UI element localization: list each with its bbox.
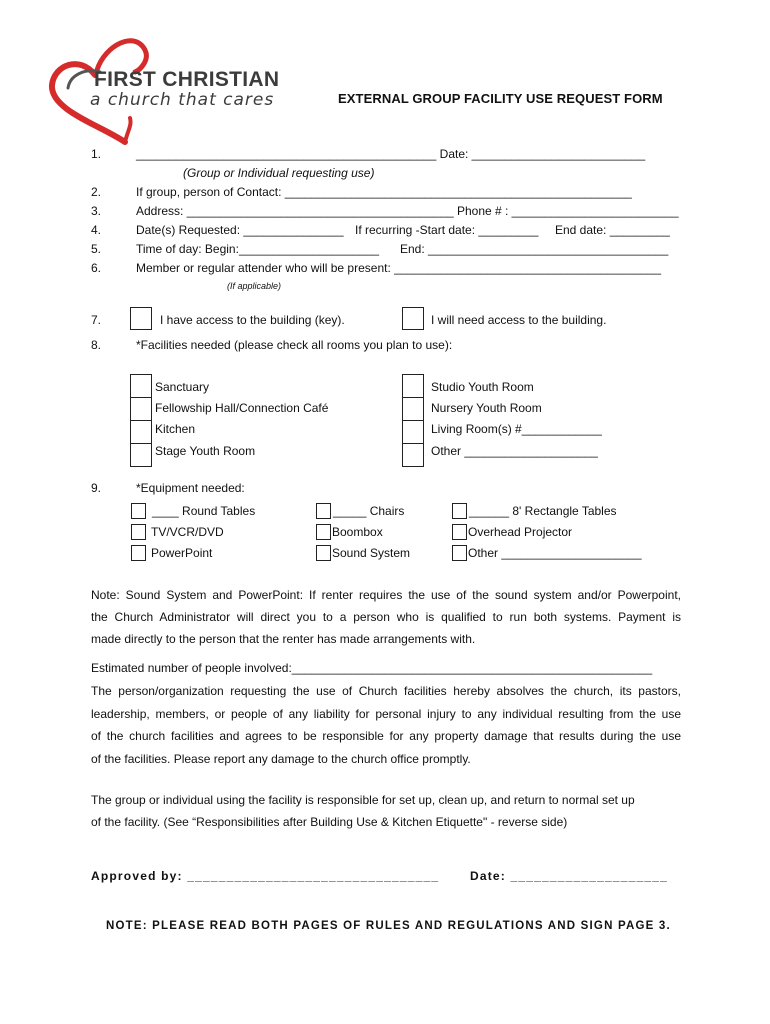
equipment-label-other[interactable]: Other _____________________ [468, 546, 642, 560]
responsibility-line-1: The group or individual using the facility is responsible for set up, clean up, and return to normal set up [91, 793, 635, 807]
item-number-2: 2. [91, 185, 102, 199]
facility-label-living-room[interactable]: Living Room(s) #____________ [431, 422, 602, 436]
liability-line-3: of the church facilities and agrees to be responsible for any property damage that results during the use [91, 729, 681, 744]
member-caption: (If applicable) [227, 281, 282, 291]
logo-tagline: a church that cares [90, 90, 275, 110]
note-line-1: Note: Sound System and PowerPoint: If renter requires the use of the sound system and/or Powerpoint, [91, 588, 681, 602]
responsibility-paragraph [91, 789, 681, 833]
note-line-2: the Church Administrator will direct you to a person who is qualified to run both systems. Payment is [91, 610, 681, 624]
equipment-checkbox-powerpoint[interactable] [131, 545, 146, 561]
item-number-6: 6. [91, 261, 102, 275]
equipment-label-tv-vcr-dvd: TV/VCR/DVD [151, 525, 224, 539]
estimated-people-field[interactable]: Estimated number of people involved:______________________________________________________ [91, 661, 653, 675]
facility-checkbox-studio-youth-room[interactable] [402, 374, 424, 398]
equipment-checkbox-rectangle-tables[interactable] [452, 503, 467, 519]
item-number-4: 4. [91, 223, 102, 237]
item-number-3: 3. [91, 204, 102, 218]
address-phone-field[interactable]: Address: ________________________________________ Phone # : _________________________ [136, 204, 679, 218]
equipment-label-sound-system: Sound System [332, 546, 411, 560]
equipment-checkbox-sound-system[interactable] [316, 545, 331, 561]
facility-label-fellowship-hall: Fellowship Hall/Connection Café [155, 401, 329, 415]
liability-line-4: of the facilities. Please report any damage to the church office promptly. [91, 752, 471, 767]
member-present-field[interactable]: Member or regular attender who will be present: ________________________________________ [136, 261, 662, 275]
item-number-9: 9. [91, 481, 102, 495]
facility-checkbox-fellowship-hall[interactable] [130, 397, 152, 421]
recurring-start-date-field[interactable]: If recurring -Start date: _________ [355, 223, 539, 237]
item-number-1: 1. [91, 147, 102, 161]
group-name-caption: (Group or Individual requesting use) [183, 166, 375, 180]
equipment-label-powerpoint: PowerPoint [151, 546, 213, 560]
equipment-label-overhead-projector: Overhead Projector [468, 525, 573, 539]
equipment-label: *Equipment needed: [136, 481, 245, 495]
equipment-checkbox-overhead-projector[interactable] [452, 524, 467, 540]
facility-checkbox-kitchen[interactable] [130, 420, 152, 444]
facility-label-sanctuary: Sanctuary [155, 380, 210, 394]
facility-checkbox-living-room[interactable] [402, 420, 424, 444]
responsibility-line-2: of the facility. (See “Responsibilities after Building Use & Kitchen Etiquette" - reverse side) [91, 815, 568, 829]
time-end-field[interactable]: End: ____________________________________ [400, 242, 669, 256]
equipment-label-rectangle-tables: ______ 8' Rectangle Tables [469, 504, 617, 518]
liability-paragraph [91, 680, 681, 771]
equipment-label-boombox: Boombox [332, 525, 383, 539]
note-line-3: made directly to the person that the renter has made arrangements with. [91, 632, 476, 646]
approved-date-field[interactable]: Date: ____________________ [470, 869, 669, 883]
have-access-checkbox[interactable] [130, 307, 152, 330]
item-number-5: 5. [91, 242, 102, 256]
equipment-label-chairs: _____ Chairs [333, 504, 405, 518]
equipment-label-round-tables: ____ Round Tables [152, 504, 256, 518]
equipment-checkbox-tv-vcr-dvd[interactable] [131, 524, 146, 540]
logo [40, 30, 280, 150]
facility-checkbox-sanctuary[interactable] [130, 374, 152, 398]
have-access-label: I have access to the building (key). [160, 313, 345, 327]
logo-name: FIRST CHRISTIAN [94, 68, 280, 91]
end-date-field[interactable]: End date: _________ [555, 223, 670, 237]
final-note: NOTE: PLEASE READ BOTH PAGES OF RULES AND REGULATIONS AND SIGN PAGE 3. [106, 920, 671, 932]
equipment-checkbox-round-tables[interactable] [131, 503, 146, 519]
form-title: EXTERNAL GROUP FACILITY USE REQUEST FORM [338, 91, 663, 106]
item-number-8: 8. [91, 338, 102, 352]
liability-line-1: The person/organization requesting the use of Church facilities hereby absolves the church, its pastors, [91, 684, 681, 698]
facility-label-nursery-youth-room: Nursery Youth Room [431, 401, 542, 415]
sound-system-note [91, 584, 681, 650]
facility-label-stage-youth-room: Stage Youth Room [155, 444, 256, 458]
liability-line-2: leadership, members, or people of any liability for personal injury to any individual resulting from the use [91, 706, 681, 721]
equipment-checkbox-boombox[interactable] [316, 524, 331, 540]
facility-checkbox-stage-youth-room[interactable] [130, 443, 152, 467]
facility-checkbox-nursery-youth-room[interactable] [402, 397, 424, 421]
time-begin-field[interactable]: Time of day: Begin:_____________________ [136, 242, 380, 256]
equipment-checkbox-chairs[interactable] [316, 503, 331, 519]
facility-label-kitchen: Kitchen [155, 422, 196, 436]
facility-checkbox-other[interactable] [402, 443, 424, 467]
dates-requested-field[interactable]: Date(s) Requested: _______________ [136, 223, 344, 237]
approved-by-field[interactable]: Approved by: ________________________________ [91, 869, 440, 883]
need-access-label: I will need access to the building. [431, 313, 607, 327]
contact-person-field[interactable]: If group, person of Contact: ____________________________________________________ [136, 185, 632, 199]
item-number-7: 7. [91, 313, 102, 327]
group-name-date-field[interactable]: _____________________________________________ Date: __________________________ [136, 147, 646, 161]
facility-label-studio-youth-room: Studio Youth Room [431, 380, 534, 394]
need-access-checkbox[interactable] [402, 307, 424, 330]
equipment-checkbox-other[interactable] [452, 545, 467, 561]
facility-label-other[interactable]: Other ____________________ [431, 444, 598, 458]
facilities-label: *Facilities needed (please check all rooms you plan to use): [136, 338, 453, 352]
